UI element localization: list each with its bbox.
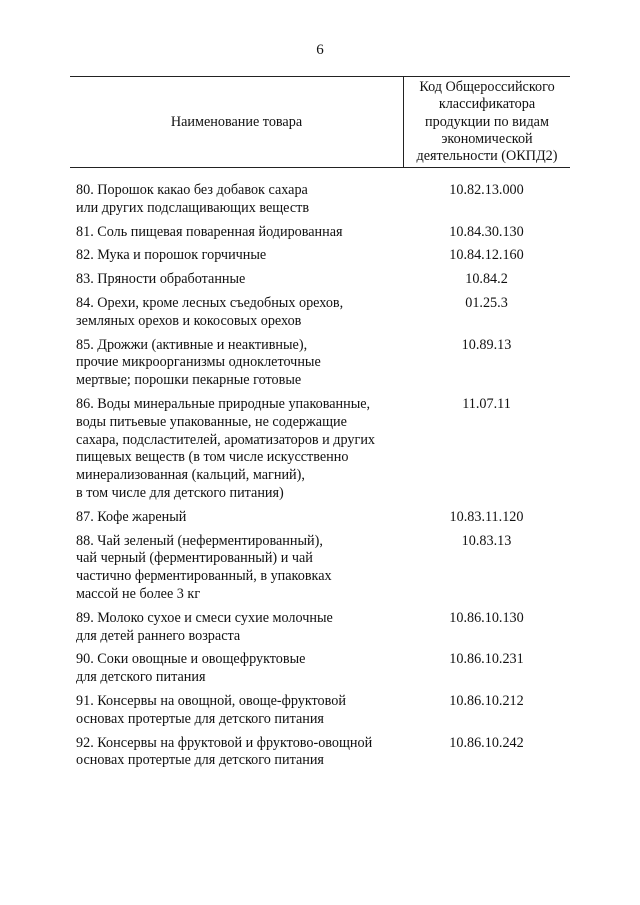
okpd2-code-cell: 10.82.13.000: [449, 182, 524, 198]
product-name-cell: 90. Соки овощные и овощефруктовые для детского питания: [76, 651, 306, 686]
okpd2-code-cell: 10.86.10.231: [449, 651, 524, 668]
table-row: [70, 271, 570, 289]
okpd2-code-cell: 10.84.2: [465, 271, 508, 288]
table-row: [70, 224, 570, 242]
product-name-cell: 92. Консервы на фруктовой и фруктово-овощной основах протертые для детского питания: [76, 734, 373, 769]
product-name-cell: 81. Соль пищевая поваренная йодированная: [76, 223, 343, 240]
product-name-cell: 84. Орехи, кроме лесных съедобных орехов, земляных орехов и кокосовых орехов: [76, 294, 344, 329]
table-row: [70, 182, 570, 218]
product-name-cell: 85. Дрожжи (активные и неактивные), прочие микроорганизмы одноклеточные мертвые; порошки пекарные готовые: [76, 336, 321, 389]
product-name-cell: 83. Пряности обработанные: [76, 271, 246, 288]
table-row: [70, 693, 570, 729]
column-header-code: Код Общероссийского классификатора продукции по видам экономической деятельности (ОКПД2): [403, 77, 570, 167]
table-header: [70, 76, 570, 168]
product-name-cell: 88. Чай зеленый (неферментированный), чай черный (ферментированный) и чай частично ферментированный, в упаковках массой не более 3 кг: [76, 532, 332, 602]
okpd2-code-cell: 10.83.11.120: [449, 508, 524, 525]
table-row: [70, 610, 570, 646]
product-name-cell: 82. Мука и порошок горчичные: [76, 247, 267, 264]
page-number: 6: [316, 42, 324, 58]
table-row: [70, 735, 570, 771]
okpd2-code-cell: 10.86.10.242: [449, 734, 524, 751]
table-row: [70, 651, 570, 687]
column-header-name: Наименование товара: [170, 114, 303, 130]
okpd2-code-cell: 10.86.10.212: [449, 692, 524, 709]
product-name-cell: 80. Порошок какао без добавок сахара или других подслащивающих веществ: [76, 182, 310, 216]
okpd2-code-cell: 10.84.30.130: [449, 223, 524, 240]
okpd2-code-cell: 01.25.3: [465, 294, 508, 311]
product-name-cell: 86. Воды минеральные природные упакованные, воды питьевые упакованные, не содержащие сахара, подсластителей, ароматизаторов и других пищевых веществ (в том числе искусственно минерализованная (кальций, магний), в том числе для детского питания): [76, 395, 376, 501]
okpd2-code-cell: 10.84.12.160: [449, 247, 524, 264]
table-row: [70, 533, 570, 604]
goods-table: [70, 76, 570, 776]
table-row: [70, 396, 570, 503]
table-row: [70, 509, 570, 527]
okpd2-code-cell: 10.89.13: [461, 336, 512, 353]
okpd2-code-cell: 10.83.13: [461, 532, 512, 549]
table-row: [70, 337, 570, 390]
okpd2-code-cell: 11.07.11: [462, 395, 511, 412]
table-row: [70, 295, 570, 331]
product-name-cell: 87. Кофе жареный: [76, 508, 187, 525]
okpd2-code-cell: 10.86.10.130: [449, 609, 524, 626]
table-row: [70, 247, 570, 265]
product-name-cell: 91. Консервы на овощной, овоще-фруктовой основах протертые для детского питания: [76, 692, 346, 727]
table-body: [70, 168, 570, 770]
product-name-cell: 89. Молоко сухое и смеси сухие молочные для детей раннего возраста: [76, 609, 333, 644]
